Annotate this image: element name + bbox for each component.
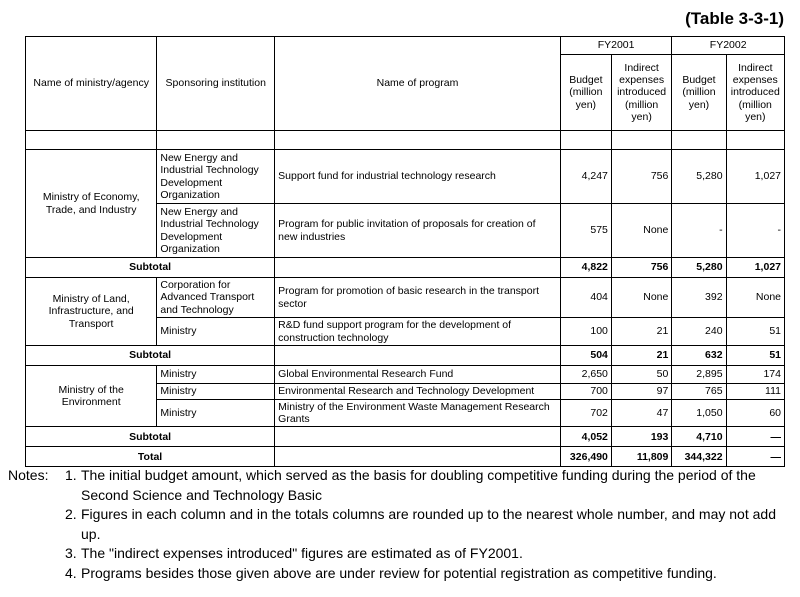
total-indirect-2002: — [726,447,784,467]
subtotal-indirect-2001: 193 [611,427,671,447]
ministry-cell: Ministry of Land, Infrastructure, and Transport [26,278,157,346]
sponsor-cell: Ministry [157,384,275,399]
subtotal-row [26,258,785,278]
table-caption: (Table 3-3-1) [685,9,784,28]
ministry-cell: Ministry of the Environment [26,366,157,427]
subtotal-row [26,427,785,447]
note-number: 4. [65,564,77,581]
subtotal-label: Subtotal [26,427,275,447]
budget-2001-cell: 575 [560,204,611,258]
table-row [26,278,785,318]
header-budget-2001: Budget (million yen) [560,55,611,131]
sponsor-cell: New Energy and Industrial Technology Development Organization [157,204,275,258]
budget-2001-cell: 2,650 [560,366,611,384]
indirect-2002-cell: - [726,204,784,258]
budget-2002-cell: - [672,204,726,258]
budget-2002-cell: 240 [672,318,726,346]
subtotal-budget-2002: 632 [672,346,726,366]
competitive-funding-table [25,36,785,467]
program-cell: R&D fund support program for the development of construction technology [275,318,561,346]
notes-label: Notes: [8,467,49,483]
header-fy2001: FY2001 [560,37,672,55]
indirect-2002-cell: 60 [726,399,784,427]
budget-2001-cell: 702 [560,399,611,427]
sponsor-cell: Ministry [157,366,275,384]
notes-section [8,466,794,583]
subtotal-indirect-2002: — [726,427,784,447]
indirect-2001-cell: None [611,278,671,318]
indirect-2002-cell: 174 [726,366,784,384]
subtotal-label: Subtotal [26,258,275,278]
header-sponsor: Sponsoring institution [157,37,275,131]
indirect-2001-cell: 50 [611,366,671,384]
program-cell: Global Environmental Research Fund [275,366,561,384]
indirect-2001-cell: 47 [611,399,671,427]
budget-2001-cell: 404 [560,278,611,318]
subtotal-indirect-2001: 756 [611,258,671,278]
note-item [8,505,794,544]
budget-2002-cell: 1,050 [672,399,726,427]
note-item [8,544,794,564]
subtotal-label: Subtotal [26,346,275,366]
indirect-2001-cell: 97 [611,384,671,399]
note-text: The initial budget amount, which served as the basis for doubling competitive funding during the period of the Second Science and Technology Basic [81,467,756,503]
note-number: 3. [65,545,77,561]
total-budget-2001: 326,490 [560,447,611,467]
budget-2001-cell: 100 [560,318,611,346]
header-budget-2002: Budget (million yen) [672,55,726,131]
sponsor-cell: Ministry [157,399,275,427]
sponsor-cell: New Energy and Industrial Technology Development Organization [157,150,275,204]
budget-2002-cell: 765 [672,384,726,399]
program-cell: Program for promotion of basic research in the transport sector [275,278,561,318]
indirect-2001-cell: 756 [611,150,671,204]
total-indirect-2001: 11,809 [611,447,671,467]
indirect-2002-cell: 111 [726,384,784,399]
subtotal-budget-2001: 4,052 [560,427,611,447]
header-ministry: Name of ministry/agency [26,37,157,131]
program-cell: Environmental Research and Technology Development [275,384,561,399]
subtotal-row [26,346,785,366]
subtotal-budget-2002: 4,710 [672,427,726,447]
subtotal-indirect-2002: 1,027 [726,258,784,278]
program-cell: Ministry of the Environment Waste Management Research Grants [275,399,561,427]
ministry-cell: Ministry of Economy, Trade, and Industry [26,150,157,258]
total-row [26,447,785,467]
header-fy2002: FY2002 [672,37,785,55]
indirect-2002-cell: 51 [726,318,784,346]
header-indirect-2002: Indirect expenses introduced (million yen) [726,55,784,131]
subtotal-indirect-2001: 21 [611,346,671,366]
note-number: 1. [65,467,77,483]
table-row [26,150,785,204]
note-item [8,564,794,584]
subtotal-budget-2001: 4,822 [560,258,611,278]
sponsor-cell: Corporation for Advanced Transport and Technology [157,278,275,318]
total-budget-2002: 344,322 [672,447,726,467]
subtotal-budget-2001: 504 [560,346,611,366]
note-text: Figures in each column and in the totals columns are rounded up to the nearest whole number, and may not add up. [81,506,776,542]
table-row [26,366,785,384]
indirect-2001-cell: None [611,204,671,258]
budget-2001-cell: 4,247 [560,150,611,204]
sponsor-cell: Ministry [157,318,275,346]
indirect-2002-cell: None [726,278,784,318]
total-label: Total [26,447,275,467]
header-program: Name of program [275,37,561,131]
subtotal-budget-2002: 5,280 [672,258,726,278]
subtotal-indirect-2002: 51 [726,346,784,366]
budget-2002-cell: 5,280 [672,150,726,204]
note-text: The "indirect expenses introduced" figures are estimated as of FY2001. [81,545,523,561]
note-number: 2. [65,506,77,522]
note-item [8,466,794,505]
header-indirect-2001: Indirect expenses introduced (million yen) [611,55,671,131]
indirect-2001-cell: 21 [611,318,671,346]
program-cell: Program for public invitation of proposals for creation of new industries [275,204,561,258]
budget-2001-cell: 700 [560,384,611,399]
budget-2002-cell: 392 [672,278,726,318]
program-cell: Support fund for industrial technology research [275,150,561,204]
note-text: Programs besides those given above are under review for potential registration as competitive funding. [81,564,717,581]
budget-2002-cell: 2,895 [672,366,726,384]
indirect-2002-cell: 1,027 [726,150,784,204]
